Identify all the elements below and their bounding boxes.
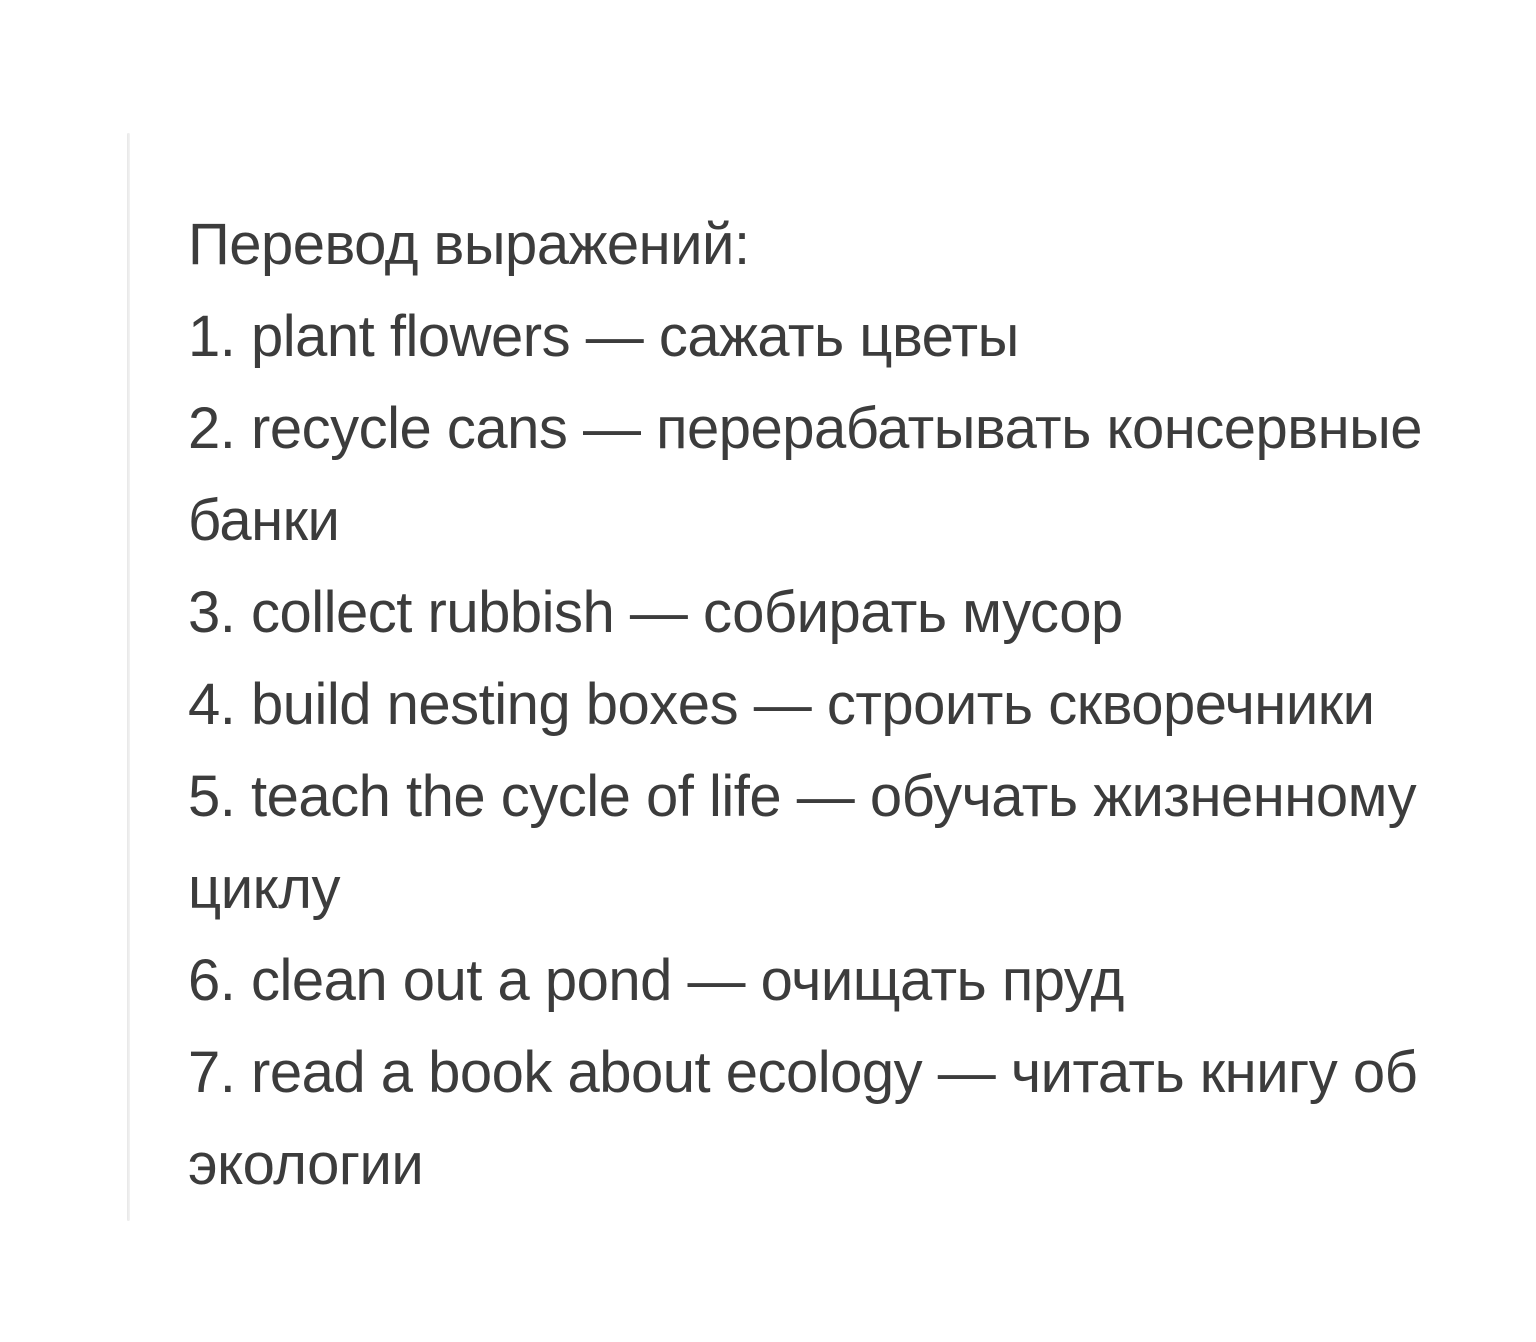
- item-russian: обучать жизненному циклу: [188, 764, 1417, 921]
- item-russian: собирать мусор: [703, 580, 1123, 645]
- item-dash: —: [937, 1040, 996, 1105]
- screenshot-left-edge-divider: [127, 133, 130, 1221]
- item-dash: —: [585, 304, 644, 369]
- translation-item: [188, 383, 1480, 567]
- translation-item: [188, 935, 1480, 1027]
- item-number: 6.: [188, 948, 236, 1013]
- item-english: read a book about ecology: [251, 1040, 923, 1105]
- item-russian: сажать цветы: [658, 304, 1019, 369]
- item-number: 4.: [188, 672, 236, 737]
- item-dash: —: [629, 580, 688, 645]
- item-russian: читать книгу об экологии: [188, 1040, 1418, 1197]
- item-russian: перерабатывать консервные банки: [188, 396, 1423, 553]
- page-title: [188, 199, 1480, 291]
- item-english: clean out a pond: [251, 948, 672, 1013]
- item-number: 7.: [188, 1040, 236, 1105]
- item-dash: —: [582, 396, 641, 461]
- item-english: build nesting boxes: [251, 672, 739, 737]
- item-english: collect rubbish: [251, 580, 615, 645]
- translation-item: [188, 751, 1480, 935]
- item-russian: очищать пруд: [760, 948, 1124, 1013]
- translation-item: [188, 659, 1480, 751]
- item-dash: —: [753, 672, 812, 737]
- item-dash: —: [796, 764, 855, 829]
- item-number: 3.: [188, 580, 236, 645]
- item-english: teach the cycle of life: [251, 764, 782, 829]
- item-number: 5.: [188, 764, 236, 829]
- translation-list: [188, 199, 1480, 1211]
- item-dash: —: [687, 948, 746, 1013]
- page-title-text: Перевод выражений:: [188, 212, 750, 277]
- translation-item: [188, 1027, 1480, 1211]
- item-number: 1.: [188, 304, 236, 369]
- translation-item: [188, 567, 1480, 659]
- item-english: plant flowers: [251, 304, 571, 369]
- translation-item: [188, 291, 1480, 383]
- item-number: 2.: [188, 396, 236, 461]
- item-russian: строить скворечники: [826, 672, 1375, 737]
- item-english: recycle cans: [251, 396, 568, 461]
